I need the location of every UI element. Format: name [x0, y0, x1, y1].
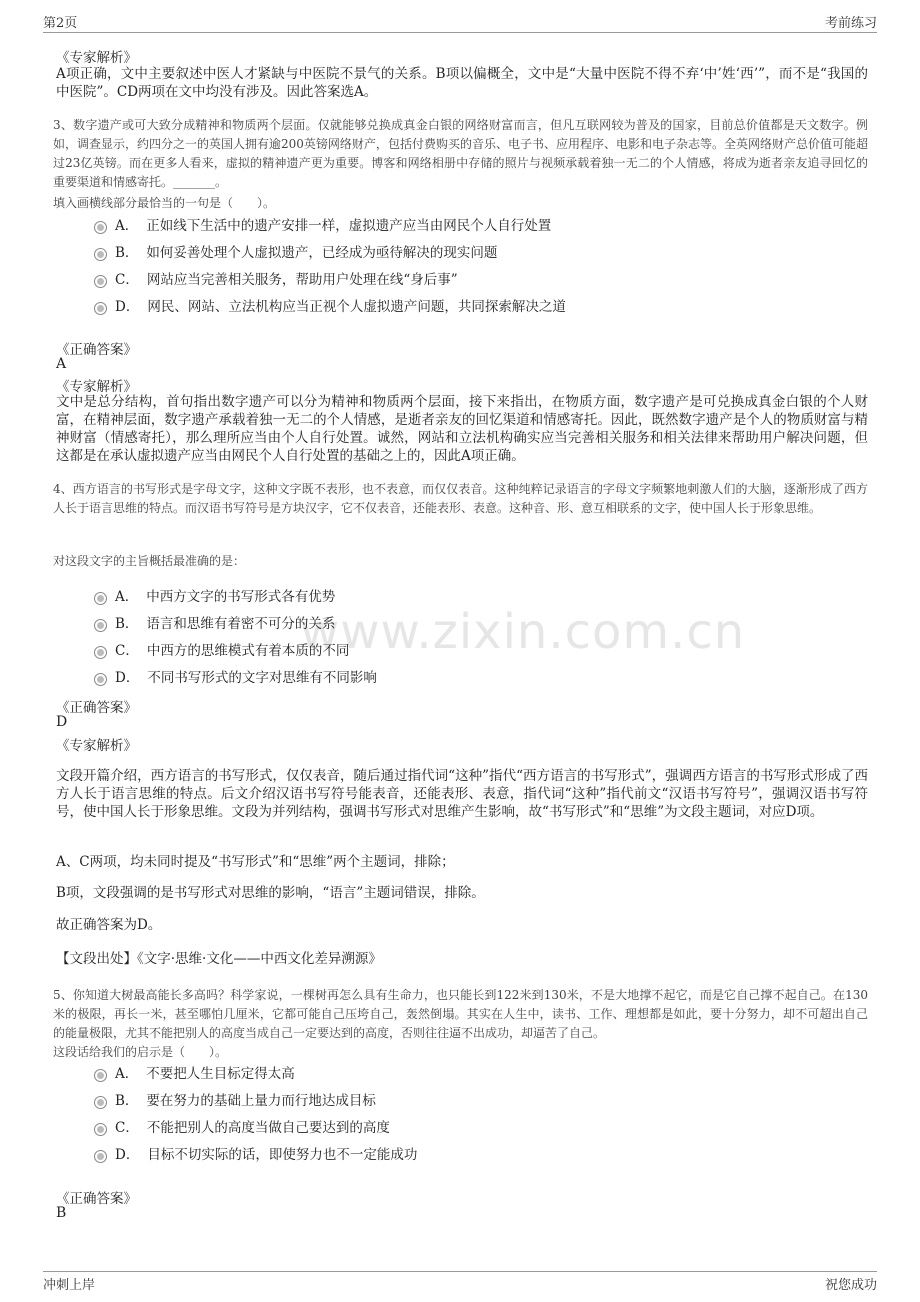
question-5-text: 5、你知道大树最高能长多高吗？科学家说，一棵树再怎么具有生命力，也只能长到122米到130米，不是大地撑不起它，而是它自己撑不起自己。在130米的极限，再长一米，甚至哪怕几厘米，它都可能自己压垮自己，轰然倒塌。其实在人生中，读书、工作、理想都是如此，要十分努力，却不可超出自己的能量极限，尤其不能把别人的高度当成自己一定要达到的高度，否则往往逼不出成功，却逼苦了自己。 — [53, 988, 868, 1040]
analysis-label: 《专家解析》 — [56, 50, 137, 66]
question-4-option-d[interactable]: D． 不同书写形式的文字对思维有不同影响 — [94, 665, 377, 687]
radio-icon[interactable] — [94, 1069, 107, 1082]
footer-right-text: 祝您成功 — [824, 1278, 877, 1293]
radio-icon[interactable] — [94, 673, 107, 686]
answer-value: A — [56, 356, 67, 372]
analysis-text: 故正确答案为D。 — [56, 917, 162, 933]
answer-value: B — [56, 1205, 67, 1221]
radio-icon[interactable] — [94, 248, 107, 261]
question-4-text: 4、西方语言的书写形式是字母文字，这种文字既不表形，也不表意，而仅仅表音。这种纯粹记录语言的字母文字频繁地刺激人们的大脑，逐渐形成了西方人长于语言思维的特点。而汉语书写符号是方块汉字，它不仅表音，还能表形、表意。这种音、形、意互相联系的文字，使中国人长于形象思维。 — [53, 482, 868, 515]
radio-icon[interactable] — [94, 592, 107, 605]
page-footer — [43, 1271, 877, 1294]
question-5-option-d[interactable]: D． 目标不切实际的话，即使努力也不一定能成功 — [94, 1142, 417, 1164]
radio-icon[interactable] — [94, 221, 107, 234]
analysis-text: 文中是总分结构，首句指出数字遗产可以分为精神和物质两个层面，接下来指出，在物质方面，数字遗产是可兑换成真金白银的个人财富，在精神层面，数字遗产承载着独一无二的个人情感，是逝者亲友的回忆渠道和情感寄托。因此，既然数字遗产是个人的物质财富与精神财富（情感寄托），那么理所应当由个人自行处置。诚然，网站和立法机构确实应当完善相关服务和相关法律来帮助用户解决问题，但这都是在承认虚拟遗产应当由网民个人自行处置的基础之上的，因此A项正确。 — [56, 394, 868, 464]
header-title: 考前练习 — [824, 16, 877, 31]
question-3-option-b[interactable]: B． 如何妥善处理个人虚拟遗产，已经成为亟待解决的现实问题 — [94, 240, 497, 262]
analysis-text: B项，文段强调的是书写形式对思维的影响，“语言”主题词错误，排除。 — [56, 885, 485, 901]
radio-icon[interactable] — [94, 1150, 107, 1163]
question-3-option-a[interactable]: A． 正如线下生活中的遗产安排一样，虚拟遗产应当由网民个人自行处置 — [94, 213, 551, 235]
question-5-option-b[interactable]: B． 要在努力的基础上量力而行地达成目标 — [94, 1088, 376, 1110]
radio-icon[interactable] — [94, 1123, 107, 1136]
analysis-label: 《专家解析》 — [56, 738, 137, 754]
answer-label: 《正确答案》 — [56, 342, 137, 358]
question-4-option-b[interactable]: B． 语言和思维有着密不可分的关系 — [94, 611, 335, 633]
page-number: 第2页 — [43, 16, 78, 31]
radio-icon[interactable] — [94, 275, 107, 288]
question-4-stem: 对这段文字的主旨概括最准确的是： — [53, 554, 246, 568]
analysis-text: A项正确，文中主要叙述中医人才紧缺与中医院不景气的关系。B项以偏概全，文中是“大量中医院不得不弃‘中’姓‘西’”，而不是“我国的中医院”。CD两项在文中均没有涉及。因此答案选A。 — [56, 66, 868, 100]
page-header — [43, 10, 877, 33]
question-4-option-a[interactable]: A． 中西方文字的书写形式各有优势 — [94, 584, 335, 606]
radio-icon[interactable] — [94, 1096, 107, 1109]
question-4-option-c[interactable]: C． 中西方的思维模式有着本质的不同 — [94, 638, 349, 660]
radio-icon[interactable] — [94, 619, 107, 632]
analysis-text: 文段开篇介绍，西方语言的书写形式，仅仅表音，随后通过指代词“这种”指代“西方语言的书写形式”，强调西方语言的书写形式形成了西方人长于语言思维的特点。后文介绍汉语书写符号能表音，还能表形、表意，指代词“这种”指代前文“汉语书写符号”，强调汉语书写符号，使中国人长于形象思维。文段为并列结构，强调书写形式对思维产生影响，故“书写形式”和“思维”为文段主题词，对应D项。 — [56, 768, 868, 820]
answer-value: D — [56, 714, 68, 730]
radio-icon[interactable] — [94, 302, 107, 315]
source-citation: 【文段出处】《文字·思维·文化——中西文化差异溯源》 — [56, 951, 382, 967]
footer-left-text: 冲刺上岸 — [43, 1278, 96, 1293]
question-3-option-d[interactable]: D． 网民、网站、立法机构应当正视个人虚拟遗产问题，共同探索解决之道 — [94, 294, 566, 316]
analysis-label: 《专家解析》 — [56, 379, 137, 395]
question-3-stem: 填入画横线部分最恰当的一句是（ ）。 — [53, 196, 276, 210]
question-5-option-a[interactable]: A． 不要把人生目标定得太高 — [94, 1061, 295, 1083]
watermark: www.zixin.com.cn — [300, 604, 746, 660]
radio-icon[interactable] — [94, 646, 107, 659]
question-5-stem: 这段话给我们的启示是（ ）。 — [53, 1045, 228, 1059]
answer-label: 《正确答案》 — [56, 700, 137, 716]
question-3-option-c[interactable]: C． 网站应当完善相关服务，帮助用户处理在线“身后事” — [94, 267, 458, 289]
question-5-option-c[interactable]: C． 不能把别人的高度当做自己要达到的高度 — [94, 1115, 390, 1137]
analysis-text: A、C两项，均未同时提及“书写形式”和“思维”两个主题词，排除； — [56, 854, 455, 870]
question-3-text: 3、数字遗产或可大致分成精神和物质两个层面。仅就能够兑换成真金白银的网络财富而言，但凡互联网较为普及的国家，目前总价值都是天文数字。例如，调查显示，约四分之一的英国人拥有逾200英镑网络财产，包括付费购买的音乐、电子书、应用程序、电影和电子杂志等。全英网络财产总价值可能超过23亿英镑。而在更多人看来，虚拟的精神遗产更为重要。博客和网络相册中存储的照片与视频承载着独一无二的个人情感，将成为逝者亲友追寻回忆的重要渠道和情感寄托。_______。 — [53, 118, 868, 189]
answer-label: 《正确答案》 — [56, 1191, 137, 1207]
